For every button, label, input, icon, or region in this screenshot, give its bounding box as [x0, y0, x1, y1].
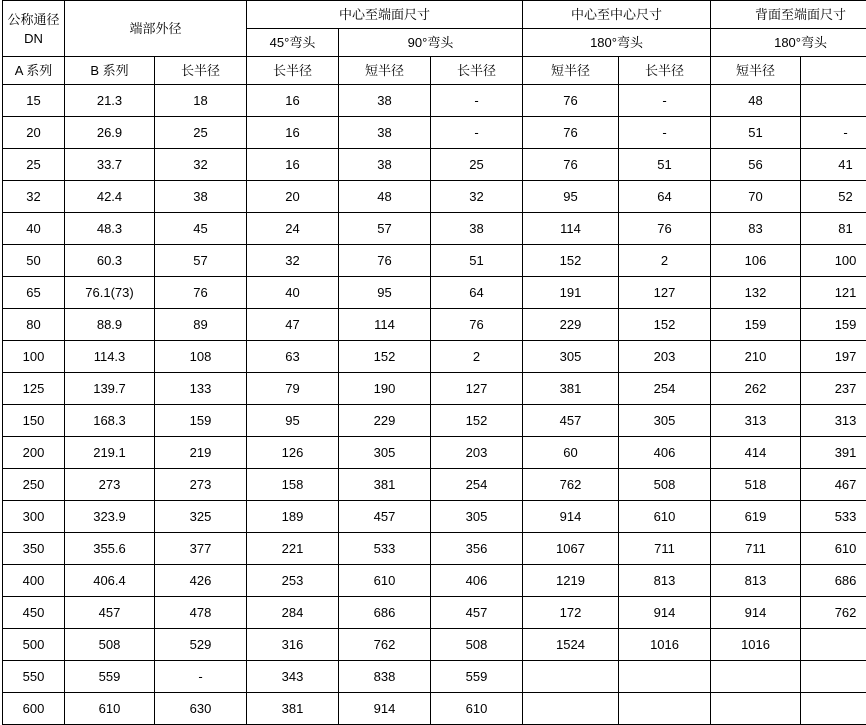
table-cell: 64 — [619, 181, 711, 213]
table-cell: 18 — [155, 85, 247, 117]
table-cell: 529 — [155, 629, 247, 661]
table-cell: 619 — [711, 501, 801, 533]
table-cell: 254 — [431, 469, 523, 501]
header-elbow-180-center: 180°弯头 — [523, 29, 711, 57]
table-cell: 121 — [801, 277, 866, 309]
cell-nominal-diameter: 200 — [3, 437, 65, 469]
table-cell: 610 — [65, 693, 155, 725]
table-cell: 76.1(73) — [65, 277, 155, 309]
table-cell: 914 — [711, 597, 801, 629]
cell-nominal-diameter: 250 — [3, 469, 65, 501]
cell-nominal-diameter: 550 — [3, 661, 65, 693]
table-cell: 313 — [801, 405, 866, 437]
table-cell — [523, 693, 619, 725]
table-cell: 133 — [155, 373, 247, 405]
table-row — [3, 373, 866, 405]
table-cell: 478 — [155, 597, 247, 629]
table-row — [3, 661, 866, 693]
table-cell: 508 — [619, 469, 711, 501]
table-cell: 16 — [247, 85, 339, 117]
table-cell: 191 — [523, 277, 619, 309]
table-cell: 20 — [247, 181, 339, 213]
table-cell: 2 — [619, 245, 711, 277]
table-cell: 355.6 — [65, 533, 155, 565]
table-cell — [801, 629, 866, 661]
table-cell: 76 — [339, 245, 431, 277]
table-row — [3, 405, 866, 437]
table-cell: 38 — [155, 181, 247, 213]
table-row — [3, 181, 866, 213]
table-cell: 168.3 — [65, 405, 155, 437]
table-cell: 813 — [619, 565, 711, 597]
table-cell: 1524 — [523, 629, 619, 661]
table-cell: 406 — [619, 437, 711, 469]
table-cell: 457 — [339, 501, 431, 533]
table-cell: 284 — [247, 597, 339, 629]
header-center-to-center: 中心至中心尺寸 — [523, 1, 711, 29]
table-row — [3, 213, 866, 245]
table-cell: 48.3 — [65, 213, 155, 245]
table-cell: 42.4 — [65, 181, 155, 213]
table-cell: 914 — [619, 597, 711, 629]
table-cell: 83 — [711, 213, 801, 245]
table-cell: 51 — [431, 245, 523, 277]
table-cell: 630 — [155, 693, 247, 725]
table-cell: 76 — [155, 277, 247, 309]
cell-nominal-diameter: 500 — [3, 629, 65, 661]
table-cell: 221 — [247, 533, 339, 565]
header-row-1 — [3, 1, 866, 29]
table-cell: 343 — [247, 661, 339, 693]
table-cell: 508 — [431, 629, 523, 661]
table-cell: 126 — [247, 437, 339, 469]
table-cell: 33.7 — [65, 149, 155, 181]
table-cell: 47 — [247, 309, 339, 341]
table-cell: 95 — [339, 277, 431, 309]
table-cell: 57 — [155, 245, 247, 277]
table-cell: 229 — [339, 405, 431, 437]
cell-nominal-diameter: 40 — [3, 213, 65, 245]
table-cell: 1219 — [523, 565, 619, 597]
table-cell: 76 — [523, 149, 619, 181]
table-cell: 1016 — [619, 629, 711, 661]
table-cell: 76 — [523, 117, 619, 149]
table-cell: 610 — [619, 501, 711, 533]
table-cell: 32 — [431, 181, 523, 213]
cell-nominal-diameter: 100 — [3, 341, 65, 373]
header-long-radius-45: 长半径 — [155, 57, 247, 85]
cell-nominal-diameter: 50 — [3, 245, 65, 277]
table-cell: 38 — [339, 149, 431, 181]
header-series-a: A 系列 — [3, 57, 65, 85]
header-nominal-diameter — [3, 1, 65, 57]
table-cell: 60 — [523, 437, 619, 469]
table-cell: 32 — [155, 149, 247, 181]
table-cell: 1016 — [711, 629, 801, 661]
table-cell: 313 — [711, 405, 801, 437]
table-cell: - — [619, 117, 711, 149]
table-cell: 108 — [155, 341, 247, 373]
cell-nominal-diameter: 80 — [3, 309, 65, 341]
header-short-radius-180-back: 短半径 — [711, 57, 801, 85]
table-header — [3, 1, 866, 85]
table-cell: 158 — [247, 469, 339, 501]
table-cell: 508 — [65, 629, 155, 661]
table-cell: 89 — [155, 309, 247, 341]
header-elbow-180-back: 180°弯头 — [711, 29, 866, 57]
table-cell: 610 — [801, 533, 866, 565]
table-cell: 25 — [431, 149, 523, 181]
table-cell: 41 — [801, 149, 866, 181]
table-cell: 139.7 — [65, 373, 155, 405]
table-row — [3, 341, 866, 373]
table-cell: 190 — [339, 373, 431, 405]
table-cell: 305 — [339, 437, 431, 469]
table-cell: 533 — [339, 533, 431, 565]
cell-nominal-diameter: 600 — [3, 693, 65, 725]
table-cell — [711, 693, 801, 725]
table-cell: 762 — [339, 629, 431, 661]
table-cell: 305 — [619, 405, 711, 437]
table-cell: 70 — [711, 181, 801, 213]
table-cell: 64 — [431, 277, 523, 309]
table-cell: 189 — [247, 501, 339, 533]
cell-nominal-diameter: 15 — [3, 85, 65, 117]
table-cell: 32 — [247, 245, 339, 277]
table-cell: 38 — [431, 213, 523, 245]
table-cell: 253 — [247, 565, 339, 597]
table-body — [3, 85, 866, 725]
table-cell: 152 — [339, 341, 431, 373]
table-cell: 237 — [801, 373, 866, 405]
table-cell: 262 — [711, 373, 801, 405]
table-cell: 838 — [339, 661, 431, 693]
table-cell: 38 — [339, 85, 431, 117]
header-back-to-face: 背面至端面尺寸 — [711, 1, 866, 29]
table-cell: 219 — [155, 437, 247, 469]
table-cell: 254 — [619, 373, 711, 405]
table-cell: 79 — [247, 373, 339, 405]
table-cell: 152 — [619, 309, 711, 341]
header-short-radius-90: 短半径 — [339, 57, 431, 85]
table-cell: 132 — [711, 277, 801, 309]
table-cell: 172 — [523, 597, 619, 629]
table-cell: - — [431, 117, 523, 149]
table-cell — [619, 693, 711, 725]
header-center-to-face: 中心至端面尺寸 — [247, 1, 523, 29]
header-nominal-diameter-line2: DN — [3, 29, 64, 48]
table-row — [3, 533, 866, 565]
table-cell: 762 — [523, 469, 619, 501]
table-cell: 273 — [65, 469, 155, 501]
table-cell: 610 — [431, 693, 523, 725]
table-cell — [801, 693, 866, 725]
table-cell: 152 — [431, 405, 523, 437]
table-cell: 76 — [523, 85, 619, 117]
table-cell: 76 — [431, 309, 523, 341]
table-cell: 457 — [65, 597, 155, 629]
header-nominal-diameter-line1: 公称通径 — [3, 10, 64, 29]
cell-nominal-diameter: 32 — [3, 181, 65, 213]
cell-nominal-diameter: 65 — [3, 277, 65, 309]
table-cell: 323.9 — [65, 501, 155, 533]
table-cell — [619, 661, 711, 693]
table-cell: 316 — [247, 629, 339, 661]
table-row — [3, 117, 866, 149]
table-cell: 305 — [523, 341, 619, 373]
table-cell: 52 — [801, 181, 866, 213]
header-short-radius-180-center: 短半径 — [523, 57, 619, 85]
table-cell: 426 — [155, 565, 247, 597]
cell-nominal-diameter: 450 — [3, 597, 65, 629]
table-cell: 325 — [155, 501, 247, 533]
table-row — [3, 85, 866, 117]
table-cell — [711, 661, 801, 693]
table-cell: 95 — [247, 405, 339, 437]
table-cell: 377 — [155, 533, 247, 565]
header-outer-diameter: 端部外径 — [65, 1, 247, 57]
table-cell: 159 — [801, 309, 866, 341]
table-row — [3, 245, 866, 277]
table-cell: 391 — [801, 437, 866, 469]
table-row — [3, 629, 866, 661]
table-cell: - — [619, 85, 711, 117]
table-cell: 24 — [247, 213, 339, 245]
table-row — [3, 149, 866, 181]
table-row — [3, 437, 866, 469]
table-cell — [801, 85, 866, 117]
table-cell: 159 — [155, 405, 247, 437]
table-cell: 610 — [339, 565, 431, 597]
table-row — [3, 565, 866, 597]
table-cell: 152 — [523, 245, 619, 277]
cell-nominal-diameter: 300 — [3, 501, 65, 533]
table-cell: - — [155, 661, 247, 693]
header-elbow-45: 45°弯头 — [247, 29, 339, 57]
cell-nominal-diameter: 20 — [3, 117, 65, 149]
table-cell: 25 — [155, 117, 247, 149]
table-cell: 45 — [155, 213, 247, 245]
table-cell: 60.3 — [65, 245, 155, 277]
table-cell: 559 — [65, 661, 155, 693]
table-cell: 457 — [523, 405, 619, 437]
table-cell: 381 — [523, 373, 619, 405]
cell-nominal-diameter: 25 — [3, 149, 65, 181]
table-cell: 273 — [155, 469, 247, 501]
table-row — [3, 501, 866, 533]
header-series-b: B 系列 — [65, 57, 155, 85]
table-cell: 914 — [339, 693, 431, 725]
table-cell: 40 — [247, 277, 339, 309]
table-cell: 81 — [801, 213, 866, 245]
table-cell: 414 — [711, 437, 801, 469]
table-cell: 1067 — [523, 533, 619, 565]
table-cell: 219.1 — [65, 437, 155, 469]
table-cell: 38 — [339, 117, 431, 149]
table-row — [3, 277, 866, 309]
table-cell: 914 — [523, 501, 619, 533]
table-cell: 51 — [711, 117, 801, 149]
table-cell: 2 — [431, 341, 523, 373]
table-cell: 686 — [339, 597, 431, 629]
cell-nominal-diameter: 150 — [3, 405, 65, 437]
header-elbow-90: 90°弯头 — [339, 29, 523, 57]
table-cell: 26.9 — [65, 117, 155, 149]
table-cell: 356 — [431, 533, 523, 565]
table-cell: 63 — [247, 341, 339, 373]
table-cell: 457 — [431, 597, 523, 629]
table-cell: 16 — [247, 117, 339, 149]
table-cell: 127 — [619, 277, 711, 309]
table-cell: 518 — [711, 469, 801, 501]
table-row — [3, 693, 866, 725]
table-cell: 16 — [247, 149, 339, 181]
table-cell: 159 — [711, 309, 801, 341]
cell-nominal-diameter: 400 — [3, 565, 65, 597]
cell-nominal-diameter: 125 — [3, 373, 65, 405]
table-cell: 711 — [619, 533, 711, 565]
table-cell: 467 — [801, 469, 866, 501]
table-cell: - — [801, 117, 866, 149]
cell-nominal-diameter: 350 — [3, 533, 65, 565]
table-cell: 57 — [339, 213, 431, 245]
table-cell: 48 — [339, 181, 431, 213]
table-cell: 406 — [431, 565, 523, 597]
table-cell: 686 — [801, 565, 866, 597]
header-long-radius-180-center: 长半径 — [431, 57, 523, 85]
table-cell: 203 — [431, 437, 523, 469]
table-cell: 210 — [711, 341, 801, 373]
table-row — [3, 469, 866, 501]
table-cell: 559 — [431, 661, 523, 693]
table-cell — [523, 661, 619, 693]
table-cell: 114.3 — [65, 341, 155, 373]
table-cell: 56 — [711, 149, 801, 181]
table-row — [3, 309, 866, 341]
table-cell: 813 — [711, 565, 801, 597]
table-cell: 229 — [523, 309, 619, 341]
table-cell: 51 — [619, 149, 711, 181]
table-cell: 406.4 — [65, 565, 155, 597]
header-long-radius-180-back: 长半径 — [619, 57, 711, 85]
header-long-radius-90: 长半径 — [247, 57, 339, 85]
table-cell: 381 — [339, 469, 431, 501]
pipe-fitting-dimension-table — [2, 0, 866, 725]
table-row — [3, 597, 866, 629]
table-cell: 76 — [619, 213, 711, 245]
table-cell: 21.3 — [65, 85, 155, 117]
table-cell: 95 — [523, 181, 619, 213]
table-cell: 762 — [801, 597, 866, 629]
table-cell: 197 — [801, 341, 866, 373]
table-cell: 305 — [431, 501, 523, 533]
table-cell: 106 — [711, 245, 801, 277]
table-cell: 48 — [711, 85, 801, 117]
table-cell: 127 — [431, 373, 523, 405]
table-cell: - — [431, 85, 523, 117]
table-cell: 114 — [523, 213, 619, 245]
header-row-3 — [3, 57, 866, 85]
table-cell: 381 — [247, 693, 339, 725]
table-cell: 100 — [801, 245, 866, 277]
table-cell: 533 — [801, 501, 866, 533]
table-cell: 114 — [339, 309, 431, 341]
table-cell: 711 — [711, 533, 801, 565]
table-cell: 203 — [619, 341, 711, 373]
table-cell — [801, 661, 866, 693]
table-cell: 88.9 — [65, 309, 155, 341]
